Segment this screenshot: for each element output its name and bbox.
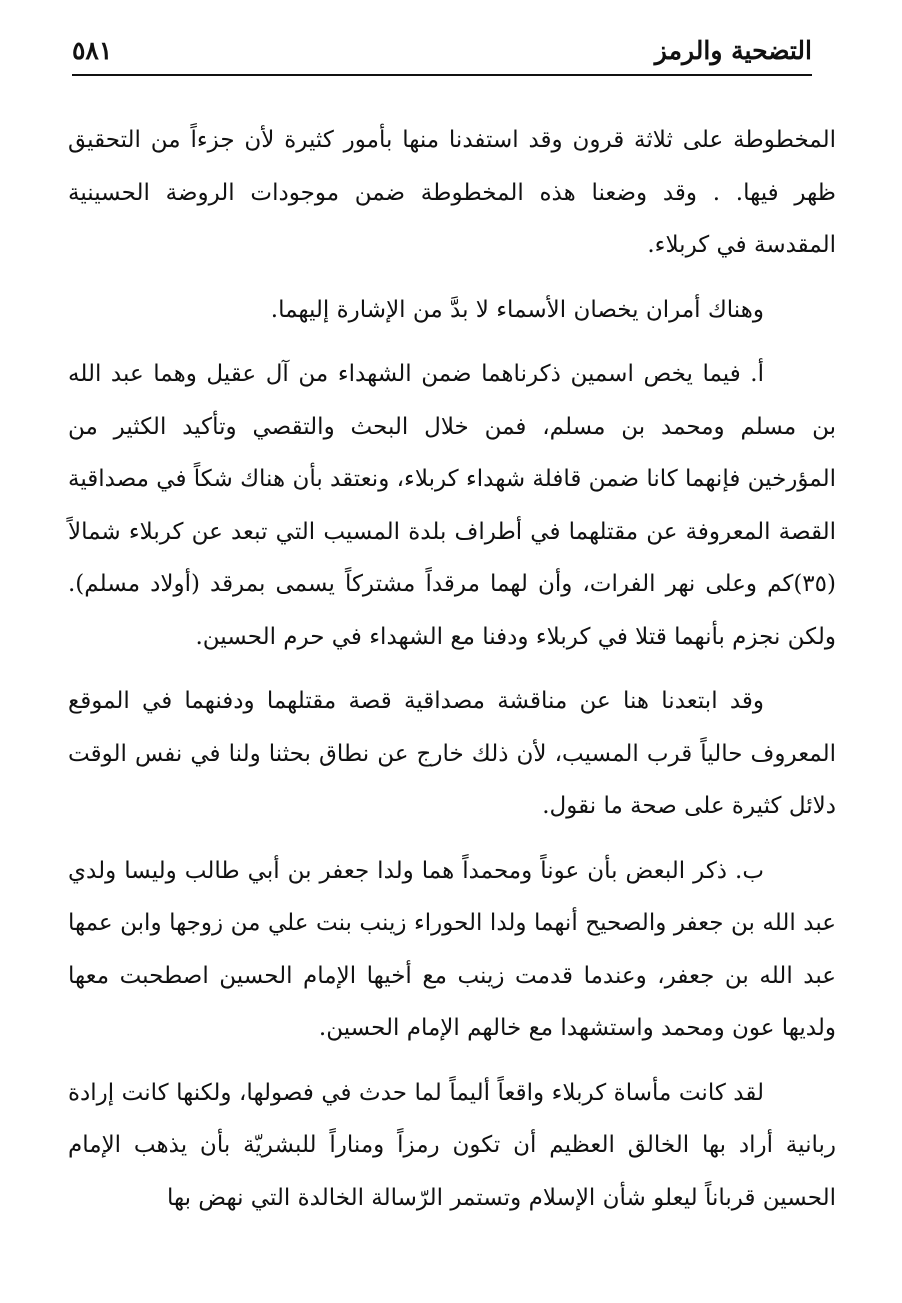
paragraph-manuscript: المخطوطة على ثلاثة قرون وقد استفدنا منها بأمور كثيرة لأن جزءاً من التحقيق ظهر فيها. . وقد وضعنا هذه المخطوطة ضمن موجودات الروضة الحسينية المقدسة في كربلاء. [68, 127, 836, 258]
page-number: ٥٨١ [72, 36, 113, 65]
paragraph-point-b: ب. ذكر البعض بأن عوناً ومحمداً هما ولدا جعفر بن أبي طالب وليسا ولدي عبد الله بن جعفر والصحيح أنهما ولدا الحوراء زينب بنت علي من زوجها وابن عمها عبد الله بن جعفر، وعندما قدمت زينب مع أخيها الإمام الحسين اصطحبت معها ولديها عون ومحمد واستشهدا مع خالهم الإمام الحسين. [68, 857, 836, 1041]
paragraph-discussion: وقد ابتعدنا هنا عن مناقشة مصداقية قصة مقتلهما ودفنهما في الموقع المعروف حالياً قرب المسيب، لأن ذلك خارج عن نطاق بحثنا ولنا في نفس الوقت دلائل كثيرة على صحة ما نقول. [68, 688, 836, 819]
paragraph-two-matters: وهناك أمران يخصان الأسماء لا بدَّ من الإشارة إليهما. [270, 296, 764, 323]
paragraph-point-a: أ. فيما يخص اسمين ذكرناهما ضمن الشهداء من آل عقيل وهما عبد الله بن مسلم ومحمد بن مسلم، فمن خلال البحث والتقصي وتأكيد الكثير من المؤرخين فإنهما كانا ضمن قافلة شهداء كربلاء، ونعتقد بأن هناك شكاً في مصداقية القصة المعروفة عن مقتلهما في أطراف بلدة المسيب التي تبعد عن كربلاء شمالاً (٣٥)كم وعلى نهر الفرات، وأن لهما مرقداً مشتركاً يسمى بمرقد (أولاد مسلم). ولكن نجزم بأنهما قتلا في كربلاء ودفنا مع الشهداء في حرم الحسين. [68, 361, 836, 650]
chapter-title: التضحية والرمز [654, 36, 812, 65]
body-text [68, 114, 836, 1236]
running-header [72, 30, 812, 76]
paragraph-karbala-tragedy: لقد كانت مأساة كربلاء واقعاً أليماً لما حدث في فصولها، ولكنها كانت إرادة ربانية أراد بها الخالق العظيم أن تكون رمزاً ومناراً للبشريّة بأن يذهب الإمام الحسين قرباناً ليعلو شأن الإسلام وتستمر الرّسالة الخالدة التي نهض بها [68, 1079, 836, 1211]
